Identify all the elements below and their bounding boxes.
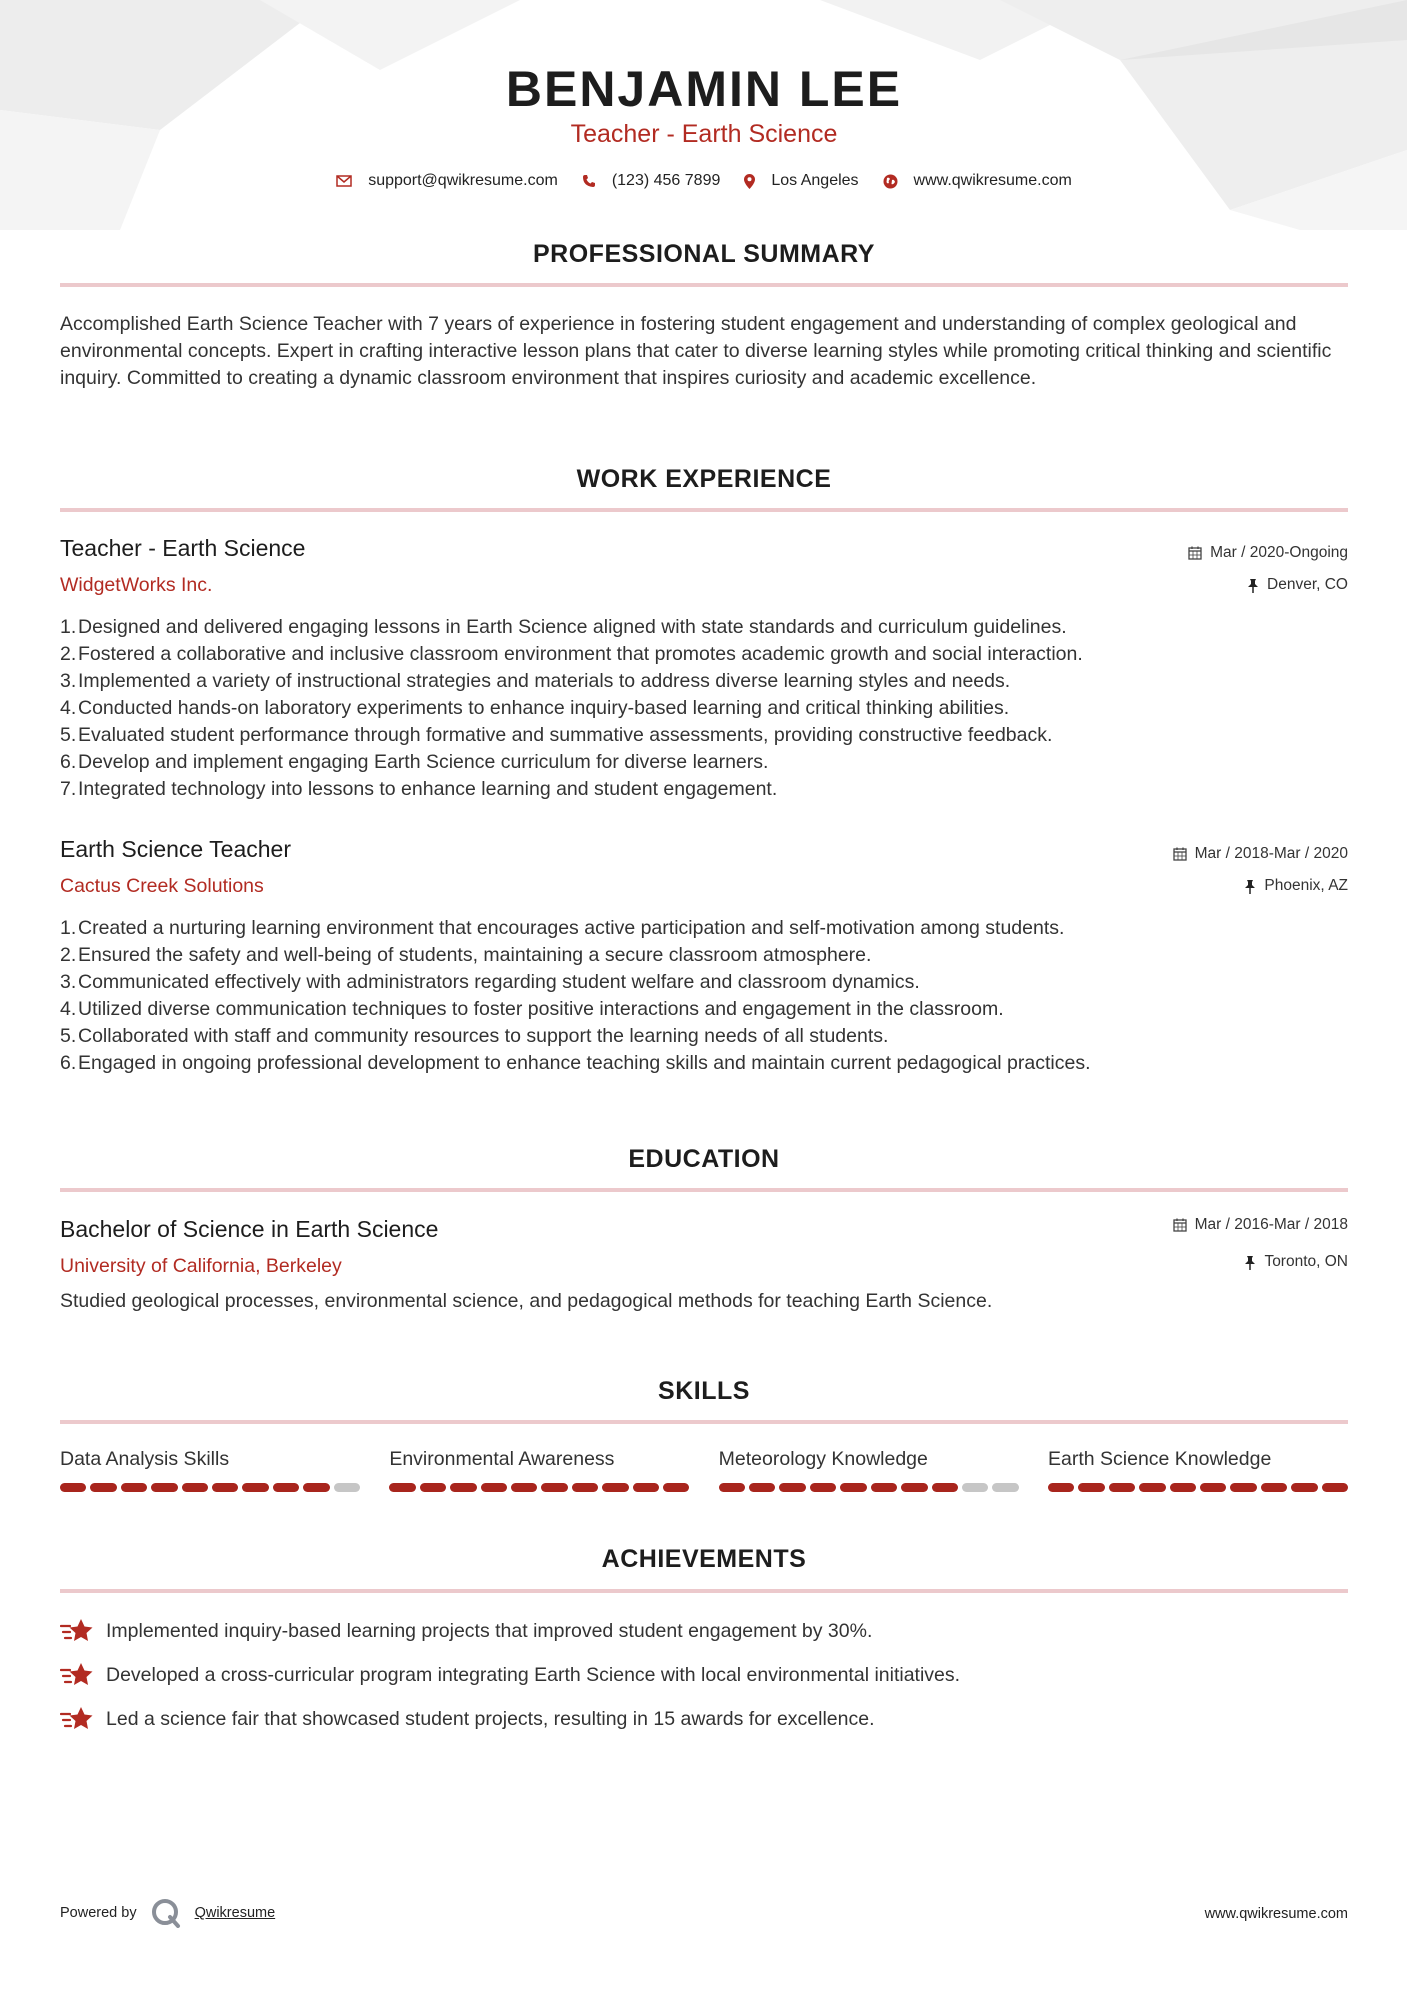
skill-item: [389, 1448, 689, 1492]
powered-by-text: Powered by: [60, 1905, 137, 1921]
pushpin-icon: [1244, 879, 1256, 894]
skill-segment-filled: [572, 1483, 598, 1492]
skill-segment-filled: [242, 1483, 268, 1492]
list-item: 6. Develop and implement engaging Earth Science curriculum for diverse learners.: [60, 751, 769, 773]
skill-segment-filled: [420, 1483, 446, 1492]
education-dates: [1173, 1216, 1348, 1234]
contact-bar: [60, 172, 1348, 190]
skill-segment-filled: [719, 1483, 745, 1492]
skill-segment-filled: [663, 1483, 689, 1492]
skill-segment-filled: [901, 1483, 927, 1492]
job-location: [1247, 576, 1348, 594]
job-bullets: [60, 614, 1348, 803]
skill-segment-filled: [1078, 1483, 1104, 1492]
job-location-text: Denver, CO: [1267, 576, 1348, 593]
skill-segment-filled: [121, 1483, 147, 1492]
education-heading: EDUCATION: [628, 1145, 780, 1173]
education-dates-text: Mar / 2016-Mar / 2018: [1194, 1216, 1348, 1233]
job-bullets: [60, 915, 1348, 1077]
skill-name: Meteorology Knowledge: [718, 1448, 928, 1470]
skill-segment-filled: [182, 1483, 208, 1492]
list-item: 3. Communicated effectively with administrators regarding student welfare and classroom dynamics.: [60, 971, 920, 993]
skill-segment-filled: [1170, 1483, 1196, 1492]
calendar-icon: [1173, 1218, 1187, 1232]
skill-segment-filled: [602, 1483, 628, 1492]
pushpin-icon: [1244, 1255, 1256, 1270]
experience-divider: [60, 508, 1348, 512]
achievement-text: Implemented inquiry-based learning projects that improved student engagement by 30%.: [106, 1619, 873, 1642]
job-dates: [1173, 845, 1348, 863]
job-location-text: Phoenix, AZ: [1264, 877, 1348, 894]
qwikresume-link[interactable]: Qwikresume: [194, 1905, 276, 1921]
star-icon: [60, 1618, 94, 1644]
education-location-text: Toronto, ON: [1264, 1253, 1348, 1270]
education-divider: [60, 1188, 1348, 1192]
skill-segment-filled: [389, 1483, 415, 1492]
skill-segment-filled: [1048, 1483, 1074, 1492]
footer-powered-by: [60, 1898, 275, 1928]
skill-segment-filled: [1200, 1483, 1226, 1492]
list-item: 3. Implemented a variety of instructional strategies and materials to address diverse learning styles and needs.: [60, 670, 1011, 692]
star-icon: [60, 1706, 94, 1732]
list-item: 1. Created a nurturing learning environment that encourages active participation and self-motivation among students.: [60, 917, 1065, 939]
summary-text: Accomplished Earth Science Teacher with 7 years of experience in fostering student engagement and understanding of complex geological and environmental concepts. Expert in crafting interactive lesson plans that cater to diverse learning styles while promoting critical thinking and scientific inquiry. Committed to creating a dynamic classroom environment that inspires curiosity and academic excellence.: [60, 313, 1332, 389]
list-item: 5. Collaborated with staff and community resources to support the learning needs of all students.: [60, 1025, 889, 1047]
achievement-item: [60, 1618, 872, 1644]
skill-segment-filled: [1109, 1483, 1135, 1492]
achievement-text: Led a science fair that showcased student projects, resulting in 15 awards for excellence.: [106, 1707, 875, 1730]
skill-segment-filled: [511, 1483, 537, 1492]
footer-website[interactable]: www.qwikresume.com: [1204, 1906, 1348, 1922]
calendar-icon: [1173, 847, 1187, 861]
skill-rating-bar: [719, 1483, 1019, 1492]
website-text: www.qwikresume.com: [913, 172, 1072, 189]
school-name: University of California, Berkeley: [60, 1255, 342, 1277]
summary-divider: [60, 283, 1348, 287]
envelope-icon: [336, 175, 352, 187]
skill-item: [1048, 1448, 1348, 1492]
star-icon: [60, 1662, 94, 1688]
phone-icon: [582, 174, 596, 188]
list-item: 5. Evaluated student performance through formative and summative assessments, providing constructive feedback.: [60, 724, 1053, 746]
skill-segment-empty: [992, 1483, 1018, 1492]
contact-email[interactable]: [336, 172, 558, 190]
skill-name: Earth Science Knowledge: [1047, 1448, 1272, 1470]
skill-segment-filled: [1291, 1483, 1317, 1492]
skill-segment-filled: [212, 1483, 238, 1492]
skills-divider: [60, 1420, 1348, 1424]
skill-segment-filled: [932, 1483, 958, 1492]
contact-location: [744, 172, 858, 190]
skill-segment-filled: [303, 1483, 329, 1492]
skill-rating-bar: [1048, 1483, 1348, 1492]
skill-segment-filled: [779, 1483, 805, 1492]
skill-segment-filled: [90, 1483, 116, 1492]
job-company: Cactus Creek Solutions: [60, 875, 264, 897]
skill-item: [719, 1448, 1019, 1492]
job-title: Teacher - Earth Science: [60, 535, 306, 561]
skill-rating-bar: [60, 1483, 360, 1492]
candidate-name: BENJAMIN LEE: [505, 61, 903, 117]
phone-text: (123) 456 7899: [611, 172, 721, 189]
location-text: Los Angeles: [771, 172, 859, 189]
summary-heading: PROFESSIONAL SUMMARY: [533, 240, 875, 268]
skill-segment-filled: [810, 1483, 836, 1492]
skill-item: [60, 1448, 360, 1492]
job-dates-text: Mar / 2018-Mar / 2020: [1194, 845, 1348, 862]
skill-segment-filled: [60, 1483, 86, 1492]
skill-segment-filled: [1261, 1483, 1287, 1492]
achievement-item: [60, 1662, 960, 1688]
achievement-item: [60, 1706, 875, 1732]
education-description: Studied geological processes, environmental science, and pedagogical methods for teaching Earth Science.: [60, 1290, 993, 1312]
list-item: 4. Utilized diverse communication techniques to foster positive interactions and engagement in the classroom.: [60, 998, 1004, 1020]
skill-segment-filled: [633, 1483, 659, 1492]
list-item: 2. Ensured the safety and well-being of students, maintaining a secure classroom atmosphere.: [60, 944, 872, 966]
experience-heading: WORK EXPERIENCE: [576, 465, 832, 493]
job-dates-text: Mar / 2020-Ongoing: [1210, 544, 1348, 561]
achievements-divider: [60, 1589, 1348, 1593]
skills-heading: SKILLS: [658, 1377, 750, 1405]
skill-segment-filled: [749, 1483, 775, 1492]
achievements-heading: ACHIEVEMENTS: [601, 1545, 807, 1573]
globe-icon: [883, 174, 898, 189]
skill-name: Data Analysis Skills: [60, 1448, 230, 1470]
skill-segment-filled: [541, 1483, 567, 1492]
skill-segment-filled: [871, 1483, 897, 1492]
job-title: Earth Science Teacher: [60, 836, 291, 862]
pushpin-icon: [1247, 578, 1259, 593]
job-dates: [1188, 544, 1348, 562]
list-item: 4. Conducted hands-on laboratory experiments to enhance inquiry-based learning and critical thinking abilities.: [60, 697, 1010, 719]
contact-phone[interactable]: [582, 172, 721, 190]
list-item: 2. Fostered a collaborative and inclusive classroom environment that promotes academic growth and social interaction.: [60, 643, 1083, 665]
skill-segment-filled: [273, 1483, 299, 1492]
list-item: 1. Designed and delivered engaging lessons in Earth Science aligned with state standards and curriculum guidelines.: [60, 616, 1067, 638]
skill-rating-bar: [389, 1483, 689, 1492]
list-item: 6. Engaged in ongoing professional development to enhance teaching skills and maintain current pedagogical practices.: [60, 1052, 1091, 1074]
skill-segment-filled: [1230, 1483, 1256, 1492]
skill-name: Environmental Awareness: [389, 1448, 615, 1470]
degree-title: Bachelor of Science in Earth Science: [60, 1216, 439, 1242]
skill-segment-filled: [840, 1483, 866, 1492]
achievement-text: Developed a cross-curricular program integrating Earth Science with local environmental initiatives.: [106, 1663, 961, 1686]
skill-segment-filled: [450, 1483, 476, 1492]
job-location: [1244, 877, 1348, 895]
skill-segment-empty: [334, 1483, 360, 1492]
skill-segment-filled: [1322, 1483, 1348, 1492]
education-location: [1244, 1253, 1348, 1271]
skill-segment-filled: [1139, 1483, 1165, 1492]
contact-website[interactable]: [883, 172, 1072, 190]
skill-segment-filled: [151, 1483, 177, 1492]
email-text: support@qwikresume.com: [368, 172, 558, 189]
candidate-title: Teacher - Earth Science: [570, 120, 838, 148]
job-company: WidgetWorks Inc.: [60, 574, 213, 596]
map-pin-icon: [744, 174, 755, 189]
qwikresume-logo-icon: [151, 1898, 181, 1928]
skills-row: [60, 1448, 1348, 1492]
skill-segment-empty: [962, 1483, 988, 1492]
skill-segment-filled: [481, 1483, 507, 1492]
list-item: 7. Integrated technology into lessons to enhance learning and student engagement.: [60, 778, 778, 800]
calendar-icon: [1188, 546, 1202, 560]
